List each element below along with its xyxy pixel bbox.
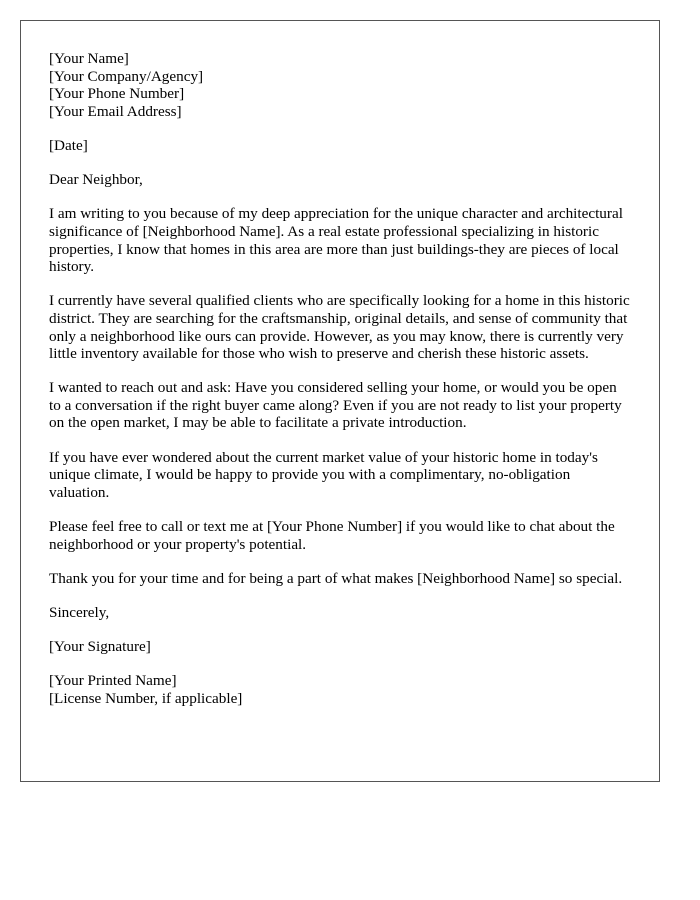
letter-frame: [20, 20, 660, 782]
signoff-block: [49, 672, 631, 707]
body-paragraph-4: If you have ever wondered about the current market value of your historic home in today's unique climate, I would be happy to provide you with a complimentary, no-obligation valuation.: [49, 448, 598, 501]
printed-name: [Your Printed Name]: [49, 672, 177, 690]
letter-date: [Date]: [49, 136, 88, 154]
body-paragraph-2: I currently have several qualified clients who are specifically looking for a home in this historic district. They are searching for the craftsmanship, original details, and sense of community that only a neighborhood like ours can provide. However, as you may know, there is currently very little inventory available for those who wish to preserve and cherish these historic assets.: [49, 292, 630, 363]
closing: Sincerely,: [49, 604, 110, 621]
body-paragraph-3: I wanted to reach out and ask: Have you considered selling your home, or would you be open to a conversation if the right buyer came along? Even if you are not ready to list your property on the open market, I may be able to facilitate a private introduction.: [49, 379, 622, 432]
salutation: Dear Neighbor,: [49, 171, 143, 189]
sender-phone: [Your Phone Number]: [49, 85, 185, 103]
body-paragraph-1: I am writing to you because of my deep appreciation for the unique character and architectural significance of [Neighborhood Name]. As a real estate professional specializing in historic properties, I know that homes in this area are more than just buildings-they are pieces of local history.: [49, 205, 623, 276]
license-number: [License Number, if applicable]: [49, 689, 243, 707]
signature-line: [Your Signature]: [49, 638, 151, 656]
sender-block: [49, 50, 631, 120]
sender-company: [Your Company/Agency]: [49, 67, 204, 85]
body-paragraph-6: Thank you for your time and for being a part of what makes [Neighborhood Name] so special.: [49, 569, 623, 587]
letter-body: [49, 50, 631, 708]
sender-email: [Your Email Address]: [49, 102, 182, 120]
body-paragraph-5: Please feel free to call or text me at [Your Phone Number] if you would like to chat about the neighborhood or your property's potential.: [49, 518, 615, 553]
sender-name: [Your Name]: [49, 50, 129, 67]
